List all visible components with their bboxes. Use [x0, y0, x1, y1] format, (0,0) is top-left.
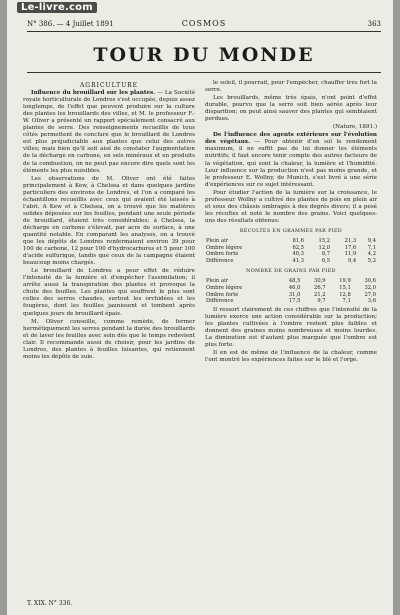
row-label: Différence — [206, 298, 234, 305]
table-row — [205, 278, 377, 285]
table-cell: 7,1 — [342, 298, 351, 305]
table-row — [205, 298, 377, 305]
table-cell: 12,8 — [339, 291, 351, 298]
article-lead: De l'influence des agents extérieurs sur l'évolution des végétaux. — [205, 132, 377, 146]
journal-name: COSMOS — [181, 19, 227, 28]
source-citation: (Nature, 1891.) — [333, 124, 377, 131]
table-cell: 62,5 — [292, 244, 304, 251]
table-cell: 9,4 — [347, 257, 357, 264]
watermark: Le-livre.com — [17, 2, 97, 13]
table-cell: 40,3 — [292, 251, 304, 258]
article-paragraph — [205, 132, 377, 188]
row-label: Différence — [206, 257, 234, 264]
running-header — [27, 18, 381, 32]
table-cell: 21,2 — [314, 291, 326, 298]
table-heading: NOMBRE DE GRAINS PAR PIED — [246, 269, 336, 275]
table-cell: 5,2 — [367, 257, 376, 264]
page-footer: T. XIX. N° 336. — [27, 600, 73, 607]
table-cell: 3,6 — [367, 298, 376, 305]
article-paragraph: Le brouillard de Londres a pour effet de réduire l'intensité de la lumière et d'empêcher l'assimilation; il arrête aussi la transpiration des plantes et provoque la chute des feuilles. Les plantes qui souffrent le plus sont celles des serres chaudes, surtout les orchidées et les fougères, dont les feuilles jaunissent et tombent après quelques jours de brouillard épais. — [23, 268, 195, 317]
table-cell: 17,5 — [288, 298, 301, 305]
table-row — [205, 258, 377, 265]
article-paragraph: le soleil, il pourrait, pour l'empêcher, chauffer très fort la serre. — [205, 80, 377, 94]
table-row — [205, 285, 377, 292]
table-cell: 15,1 — [339, 285, 351, 291]
table-cell: 27,0 — [364, 291, 376, 298]
table-cell: 7,1 — [367, 244, 376, 251]
article-text: — Pour obtenir d'un sol le rendement maximum, il ne suffit pas de lui donner les éléments nutritifs; il faut encore tenir compte des autres facteurs de la végétation, qui sont la chaleur, la lumière et l'humidité. Leur influence sur la production n'est pas moins grande, et le professeur E. Wollny, de Munich, s'est livré à une série d'expériences sur ce sujet intéressant. — [205, 139, 377, 188]
article-paragraph: M. Oliver conseille, comme remède, de fermer hermétiquement les serres pendant la durée des brouillards et de laver les feuilles avec soin dès que le temps redevient clair. Il recommande aussi de choisir, pour les jardins de Londres, des plantes à feuilles luisantes, qui retiennent moins les dépôts de suie. — [23, 318, 195, 360]
table-row — [205, 245, 377, 252]
table-heading: RÉCOLTES EN GRAMMES PAR PIED — [239, 228, 343, 234]
table-cell: 31,0 — [288, 291, 301, 298]
table-cell: 19,9 — [339, 278, 351, 285]
row-label: Plein air — [206, 237, 229, 244]
article-text: — La Société royale horticulturale de Londres s'est occupée, depuis assez longtemps, de l'effet que peuvent produire sur la culture des plantes les brouillards des villes, et M. le professeur F.-W. Oliver a présenté un rapport spécialement consacré aux plantes de serre. Des renseignements recueillis de tous côtés permettent de conclure que le brouillard de Londres est plus préjudiciable aux plantes que celui des autres villes; mais bien qu'il soit aisé de constater l'augmentation de la décharge en carbone, en sels minéraux et en produits de la combustion, on ne peut pas encore dire quels sont les éléments les plus nuisibles. — [23, 90, 195, 174]
title-divider — [27, 72, 381, 73]
issue-number: N° 386. — 4 Juillet 1891 — [27, 20, 114, 28]
left-column — [23, 80, 195, 595]
row-label: Ombre légère — [206, 244, 243, 251]
table-cell: 4,2 — [367, 251, 376, 258]
data-table-yield — [205, 238, 377, 264]
table-row — [205, 238, 377, 245]
article-paragraph: Les brouillards, même très épais, n'ont point d'effet durable, pourvu que la serre soit bien aérée après leur disparition; on peut ainsi sauver des plantes qui semblaient perdues. — [205, 95, 377, 123]
table-row — [205, 251, 377, 258]
table-cell: 32,0 — [364, 285, 376, 291]
row-label: Ombre forte — [206, 291, 239, 298]
table-cell: 9,4 — [367, 237, 376, 244]
table-cell: 9,7 — [317, 298, 326, 305]
table-cell: 17,6 — [344, 244, 357, 251]
article-paragraph: Pour étudier l'action de la lumière sur la croissance, le professeur Wollny a cultivé des plantes de pois en plein air et sous des châssis ombragés à des degrés divers; il a pesé les récoltes et noté le nombre des grains. Voici quelques-uns des résultats obtenus: — [205, 189, 377, 224]
page-number: 363 — [367, 20, 381, 28]
table-cell: 11,9 — [344, 251, 357, 258]
row-label: Ombre forte — [206, 251, 239, 258]
table-cell: 6,5 — [321, 257, 331, 264]
article-paragraph: Il en est de même de l'influence de la chaleur, comme l'ont montré les expériences faites sur le blé et l'orge. — [205, 350, 377, 364]
table-cell: 26,7 — [314, 285, 326, 291]
section-heading: AGRICULTURE — [79, 82, 139, 89]
article-paragraph: Les observations de M. Oliver ont été faites principalement à Kew, à Chelsea et dans quelques jardins particuliers des environs de Londres, et l'on a comparé les échantillons recueillis avec ceux qui avaient été laissés à l'abri. A Kew et à Chelsea, on a trouvé que les matières solides déposées sur les feuilles, pendant une seule période de brouillard, étaient très considérables; à Chelsea, la décharge en carbone s'élevait, par acre de surface, à une quantité notable. En comparant les analyses, on a trouvé que les dépôts de Londres renfermaient environ 39 pour 100 de carbone, 12 pour 100 d'hydrocarbures et 5 pour 100 d'acide sulfurique, tandis que ceux de la campagne étaient beaucoup moins chargés. — [23, 175, 195, 267]
table-cell: 30,9 — [314, 278, 326, 285]
table-cell: 21,3 — [344, 237, 357, 244]
newspaper-page — [7, 0, 393, 615]
article-paragraph — [23, 90, 195, 175]
page-title: TOUR DU MONDE — [93, 44, 315, 66]
article-lead: Influence du brouillard sur les plantes. — [31, 90, 156, 97]
data-table-grains — [205, 278, 377, 304]
row-label: Ombre légère — [206, 285, 243, 291]
table-cell: 12,0 — [318, 244, 331, 251]
right-column — [205, 80, 377, 595]
table-cell: 15,2 — [318, 237, 331, 244]
table-cell: 48,5 — [288, 278, 301, 285]
table-cell: 30,6 — [364, 278, 376, 285]
table-cell: 81,6 — [292, 237, 304, 244]
table-cell: 41,3 — [292, 257, 304, 264]
table-cell: 8,7 — [321, 251, 331, 258]
article-paragraph: Il ressort clairement de ces chiffres que l'intensité de la lumière exerce une action considérable sur la production; les plantes cultivées à l'ombre restent plus faibles et donnent des graines moins nombreuses et moins lourdes. La diminution est d'autant plus marquée que l'ombre est plus forte. — [205, 306, 377, 349]
row-label: Plein air — [206, 278, 229, 285]
table-cell: 46,0 — [288, 285, 301, 291]
